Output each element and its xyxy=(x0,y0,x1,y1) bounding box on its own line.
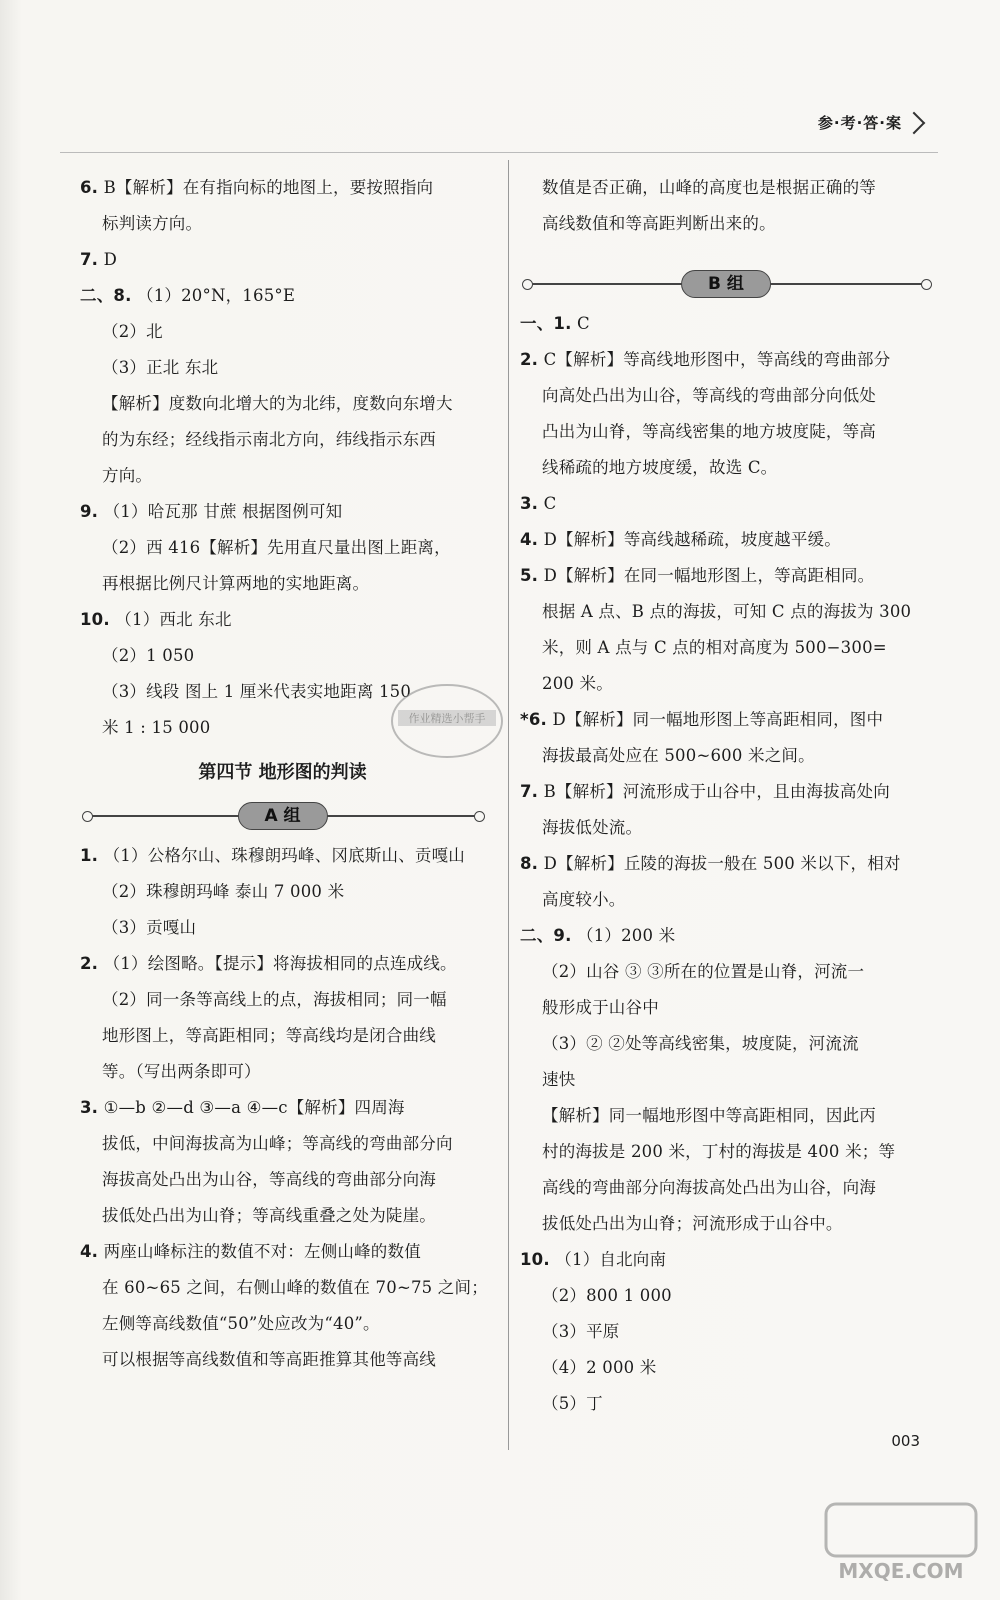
answer-text: （3）平原 xyxy=(542,1322,620,1341)
answer-line xyxy=(520,486,932,522)
answer-text: 线稀疏的地方坡度缓，故选 C。 xyxy=(542,458,778,477)
answer-text: （1）公格尔山、珠穆朗玛峰、冈底斯山、贡嘎山 xyxy=(103,846,466,865)
answer-text: 数值是否正确，山峰的高度也是根据正确的等 xyxy=(542,178,876,197)
answer-line xyxy=(80,170,485,206)
section-title: 第四节 地形图的判读 xyxy=(198,762,367,783)
answer-text: （2）山谷 ③ ③所在的位置是山脊，河流一 xyxy=(542,962,865,981)
answer-text: 海拔低处流。 xyxy=(542,818,643,837)
answer-line xyxy=(520,1206,932,1242)
group-a-badge: A 组 xyxy=(237,802,327,830)
answer-line xyxy=(80,1306,485,1342)
answer-text: 两座山峰标注的数值不对：左侧山峰的数值 xyxy=(103,1242,421,1261)
answer-text: 左侧等高线数值“50”处应改为“40”。 xyxy=(102,1314,380,1333)
question-number: 2. xyxy=(520,350,539,369)
answer-text: （1）自北向南 xyxy=(555,1250,667,1269)
answer-line xyxy=(80,314,485,350)
right-answers-bottom xyxy=(520,306,932,1422)
answer-line xyxy=(80,1198,485,1234)
answer-text: 般形成于山谷中 xyxy=(542,998,659,1017)
answer-text: 速快 xyxy=(542,1070,576,1089)
answer-line xyxy=(520,522,932,558)
answer-line xyxy=(80,242,485,278)
answer-text: 拔低处凸出为山脊；等高线重叠之处为陡崖。 xyxy=(102,1206,436,1225)
answer-text: ①—b ②—d ③—a ④—c【解析】四周海 xyxy=(103,1098,405,1117)
answer-text: D【解析】在同一幅地形图上，等高距相同。 xyxy=(543,566,875,585)
answer-line xyxy=(80,910,485,946)
circle-icon xyxy=(474,811,485,822)
chevron-right-icon xyxy=(903,111,926,134)
watermark-logo xyxy=(816,1498,986,1586)
answer-line xyxy=(80,566,485,602)
answer-line xyxy=(520,846,932,882)
answer-line xyxy=(80,1054,485,1090)
answer-line xyxy=(80,982,485,1018)
question-number: 10. xyxy=(80,610,110,629)
question-number: 4. xyxy=(520,530,539,549)
answer-text: D【解析】同一幅地形图上等高距相同，图中 xyxy=(552,710,884,729)
answer-line xyxy=(80,1162,485,1198)
circle-icon xyxy=(921,279,932,290)
question-number: 二、8. xyxy=(80,286,132,305)
answer-text: 根据 A 点、B 点的海拔，可知 C 点的海拔为 300 xyxy=(542,602,912,621)
answer-line xyxy=(520,1134,932,1170)
answer-text: 在 60~65 之间，右侧山峰的数值在 70~75 之间； xyxy=(102,1278,488,1297)
answer-line xyxy=(80,638,485,674)
answer-line xyxy=(520,1350,932,1386)
answer-line xyxy=(80,278,485,314)
stamp-logo xyxy=(388,680,506,762)
answer-text: C xyxy=(543,494,557,513)
question-number: 3. xyxy=(80,1098,99,1117)
answer-line xyxy=(520,990,932,1026)
answer-line xyxy=(520,630,932,666)
column-divider xyxy=(508,160,509,1450)
answer-line xyxy=(520,1098,932,1134)
answer-text: 再根据比例尺计算两地的实地距离。 xyxy=(102,574,370,593)
answer-text: （4）2 000 米 xyxy=(542,1358,657,1377)
question-number: 2. xyxy=(80,954,99,973)
header-title: 参·考·答·案 xyxy=(817,114,902,132)
answer-line xyxy=(80,838,485,874)
answer-text: （3）线段 图上 1 厘米代表实地距离 150 xyxy=(102,682,412,701)
question-number: 6. xyxy=(80,178,99,197)
answer-text: （3）正北 东北 xyxy=(102,358,219,377)
answer-text: （2）1 050 xyxy=(102,646,195,665)
answer-line xyxy=(80,1234,485,1270)
answer-line xyxy=(520,206,932,242)
question-number: 二、9. xyxy=(520,926,572,945)
answer-text: （2）北 xyxy=(102,322,163,341)
question-number: 8. xyxy=(520,854,539,873)
answer-line xyxy=(520,954,932,990)
answer-line xyxy=(80,1126,485,1162)
group-a-separator xyxy=(80,794,485,838)
answer-text: （1）200 米 xyxy=(577,926,676,945)
answer-line xyxy=(80,494,485,530)
answer-text: 拔低，中间海拔高为山峰；等高线的弯曲部分向 xyxy=(102,1134,453,1153)
answer-line xyxy=(520,702,932,738)
answer-line xyxy=(520,378,932,414)
left-column xyxy=(80,170,488,1378)
answer-text: B【解析】河流形成于山谷中，且由海拔高处向 xyxy=(543,782,890,801)
group-b-separator xyxy=(520,262,932,306)
answer-line xyxy=(520,1062,932,1098)
answer-line xyxy=(520,918,932,954)
answer-line xyxy=(520,306,932,342)
answer-line xyxy=(80,1270,488,1306)
answer-line xyxy=(520,594,932,630)
answer-text: 【解析】同一幅地形图中等高距相同，因此丙 xyxy=(542,1106,876,1125)
question-number: 7. xyxy=(520,782,539,801)
answer-text: （1）西北 东北 xyxy=(115,610,232,629)
answer-text: 高度较小。 xyxy=(542,890,626,909)
question-number: 一、1. xyxy=(520,314,572,333)
answer-text: 村的海拔是 200 米，丁村的海拔是 400 米；等 xyxy=(542,1142,896,1161)
answer-text: 可以根据等高线数值和等高距推算其他等高线 xyxy=(102,1350,436,1369)
answer-text: 【解析】度数向北增大的为北纬，度数向东增大 xyxy=(102,394,453,413)
question-number: 9. xyxy=(80,502,99,521)
answer-text: （1）哈瓦那 甘蔗 根据图例可知 xyxy=(103,502,343,521)
answer-text: （1）绘图略。【提示】将海拔相同的点连成线。 xyxy=(103,954,457,973)
answer-text: 方向。 xyxy=(102,466,153,485)
group-b-badge: B 组 xyxy=(681,270,771,298)
answer-line xyxy=(80,206,485,242)
answer-line xyxy=(520,1242,932,1278)
answer-line xyxy=(520,1386,932,1422)
answer-text: 向高处凸出为山谷，等高线的弯曲部分向低处 xyxy=(542,386,876,405)
right-answers-top xyxy=(520,170,932,242)
answer-text: D【解析】等高线越稀疏，坡度越平缓。 xyxy=(543,530,841,549)
answer-line xyxy=(520,1026,932,1062)
answer-text: 凸出为山脊，等高线密集的地方坡度陡，等高 xyxy=(542,422,876,441)
answer-text: 高线的弯曲部分向海拔高处凸出为山谷，向海 xyxy=(542,1178,876,1197)
question-number: 10. xyxy=(520,1250,550,1269)
question-number: 7. xyxy=(80,250,99,269)
answer-text: （3）② ②处等高线密集，坡度陡，河流流 xyxy=(542,1034,859,1053)
circle-icon xyxy=(522,279,533,290)
answer-line xyxy=(520,1314,932,1350)
answer-line xyxy=(520,342,932,378)
answer-line xyxy=(80,602,485,638)
answer-text: （1）20°N，165°E xyxy=(137,286,296,305)
answer-line xyxy=(520,738,932,774)
answer-line xyxy=(80,458,485,494)
answer-text: 200 米。 xyxy=(542,674,613,693)
stamp-text: 作业精选小帮手 xyxy=(408,712,486,725)
answer-line xyxy=(80,422,485,458)
answer-text: 的为东经；经线指示南北方向，纬线指示东西 xyxy=(102,430,436,449)
question-number: *6. xyxy=(520,710,547,729)
answer-text: 高线数值和等高距判断出来的。 xyxy=(542,214,776,233)
left-answers-bottom xyxy=(80,838,488,1378)
answer-text: 等。（写出两条即可） xyxy=(102,1062,261,1081)
answer-line xyxy=(520,558,932,594)
answer-line xyxy=(520,450,932,486)
answer-text: （2）800 1 000 xyxy=(542,1286,672,1305)
answer-line xyxy=(520,666,932,702)
answer-text: 米，则 A 点与 C 点的相对高度为 500−300= xyxy=(542,638,887,657)
answer-line xyxy=(80,350,485,386)
answer-line xyxy=(520,882,932,918)
right-column xyxy=(520,170,932,1422)
page-number: 003 xyxy=(891,1432,920,1450)
answer-text: C xyxy=(577,314,590,333)
answer-line xyxy=(80,1090,485,1126)
answer-line xyxy=(520,810,932,846)
answer-line xyxy=(520,1278,932,1314)
answer-text: 地形图上，等高距相同；等高线均是闭合曲线 xyxy=(102,1026,436,1045)
page-header xyxy=(818,112,922,133)
watermark-text: MXQE.COM xyxy=(838,1559,964,1583)
answer-line xyxy=(80,1342,485,1378)
answer-line xyxy=(520,774,932,810)
answer-text: C【解析】等高线地形图中，等高线的弯曲部分 xyxy=(543,350,891,369)
answer-text: 标判读方向。 xyxy=(102,214,203,233)
answer-text: B【解析】在有指向标的地图上，要按照指向 xyxy=(103,178,434,197)
answer-line xyxy=(80,386,485,422)
answer-text: （2）西 416【解析】先用直尺量出图上距离， xyxy=(102,538,451,557)
answer-text: （3）贡嘎山 xyxy=(102,918,197,937)
answer-text: 米 1 : 15 000 xyxy=(102,718,211,737)
answer-text: （2）珠穆朗玛峰 泰山 7 000 米 xyxy=(102,882,345,901)
answer-line xyxy=(520,170,932,206)
answer-line xyxy=(80,946,485,982)
answer-text: （5）丁 xyxy=(542,1394,603,1413)
answer-text: D xyxy=(103,250,118,269)
circle-icon xyxy=(82,811,93,822)
question-number: 5. xyxy=(520,566,539,585)
answer-text: 海拔高处凸出为山谷，等高线的弯曲部分向海 xyxy=(102,1170,436,1189)
answer-text: （2）同一条等高线上的点，海拔相同；同一幅 xyxy=(102,990,447,1009)
answer-line xyxy=(520,1170,932,1206)
question-number: 3. xyxy=(520,494,539,513)
answer-line xyxy=(520,414,932,450)
header-rule xyxy=(60,152,938,153)
left-answers-top xyxy=(80,170,485,746)
answer-text: D【解析】丘陵的海拔一般在 500 米以下，相对 xyxy=(543,854,901,873)
question-number: 4. xyxy=(80,1242,99,1261)
question-number: 1. xyxy=(80,846,99,865)
answer-text: 拔低处凸出为山脊；河流形成于山谷中。 xyxy=(542,1214,843,1233)
answer-line xyxy=(80,1018,485,1054)
answer-line xyxy=(80,874,485,910)
answer-line xyxy=(80,530,485,566)
answer-text: 海拔最高处应在 500~600 米之间。 xyxy=(542,746,815,765)
